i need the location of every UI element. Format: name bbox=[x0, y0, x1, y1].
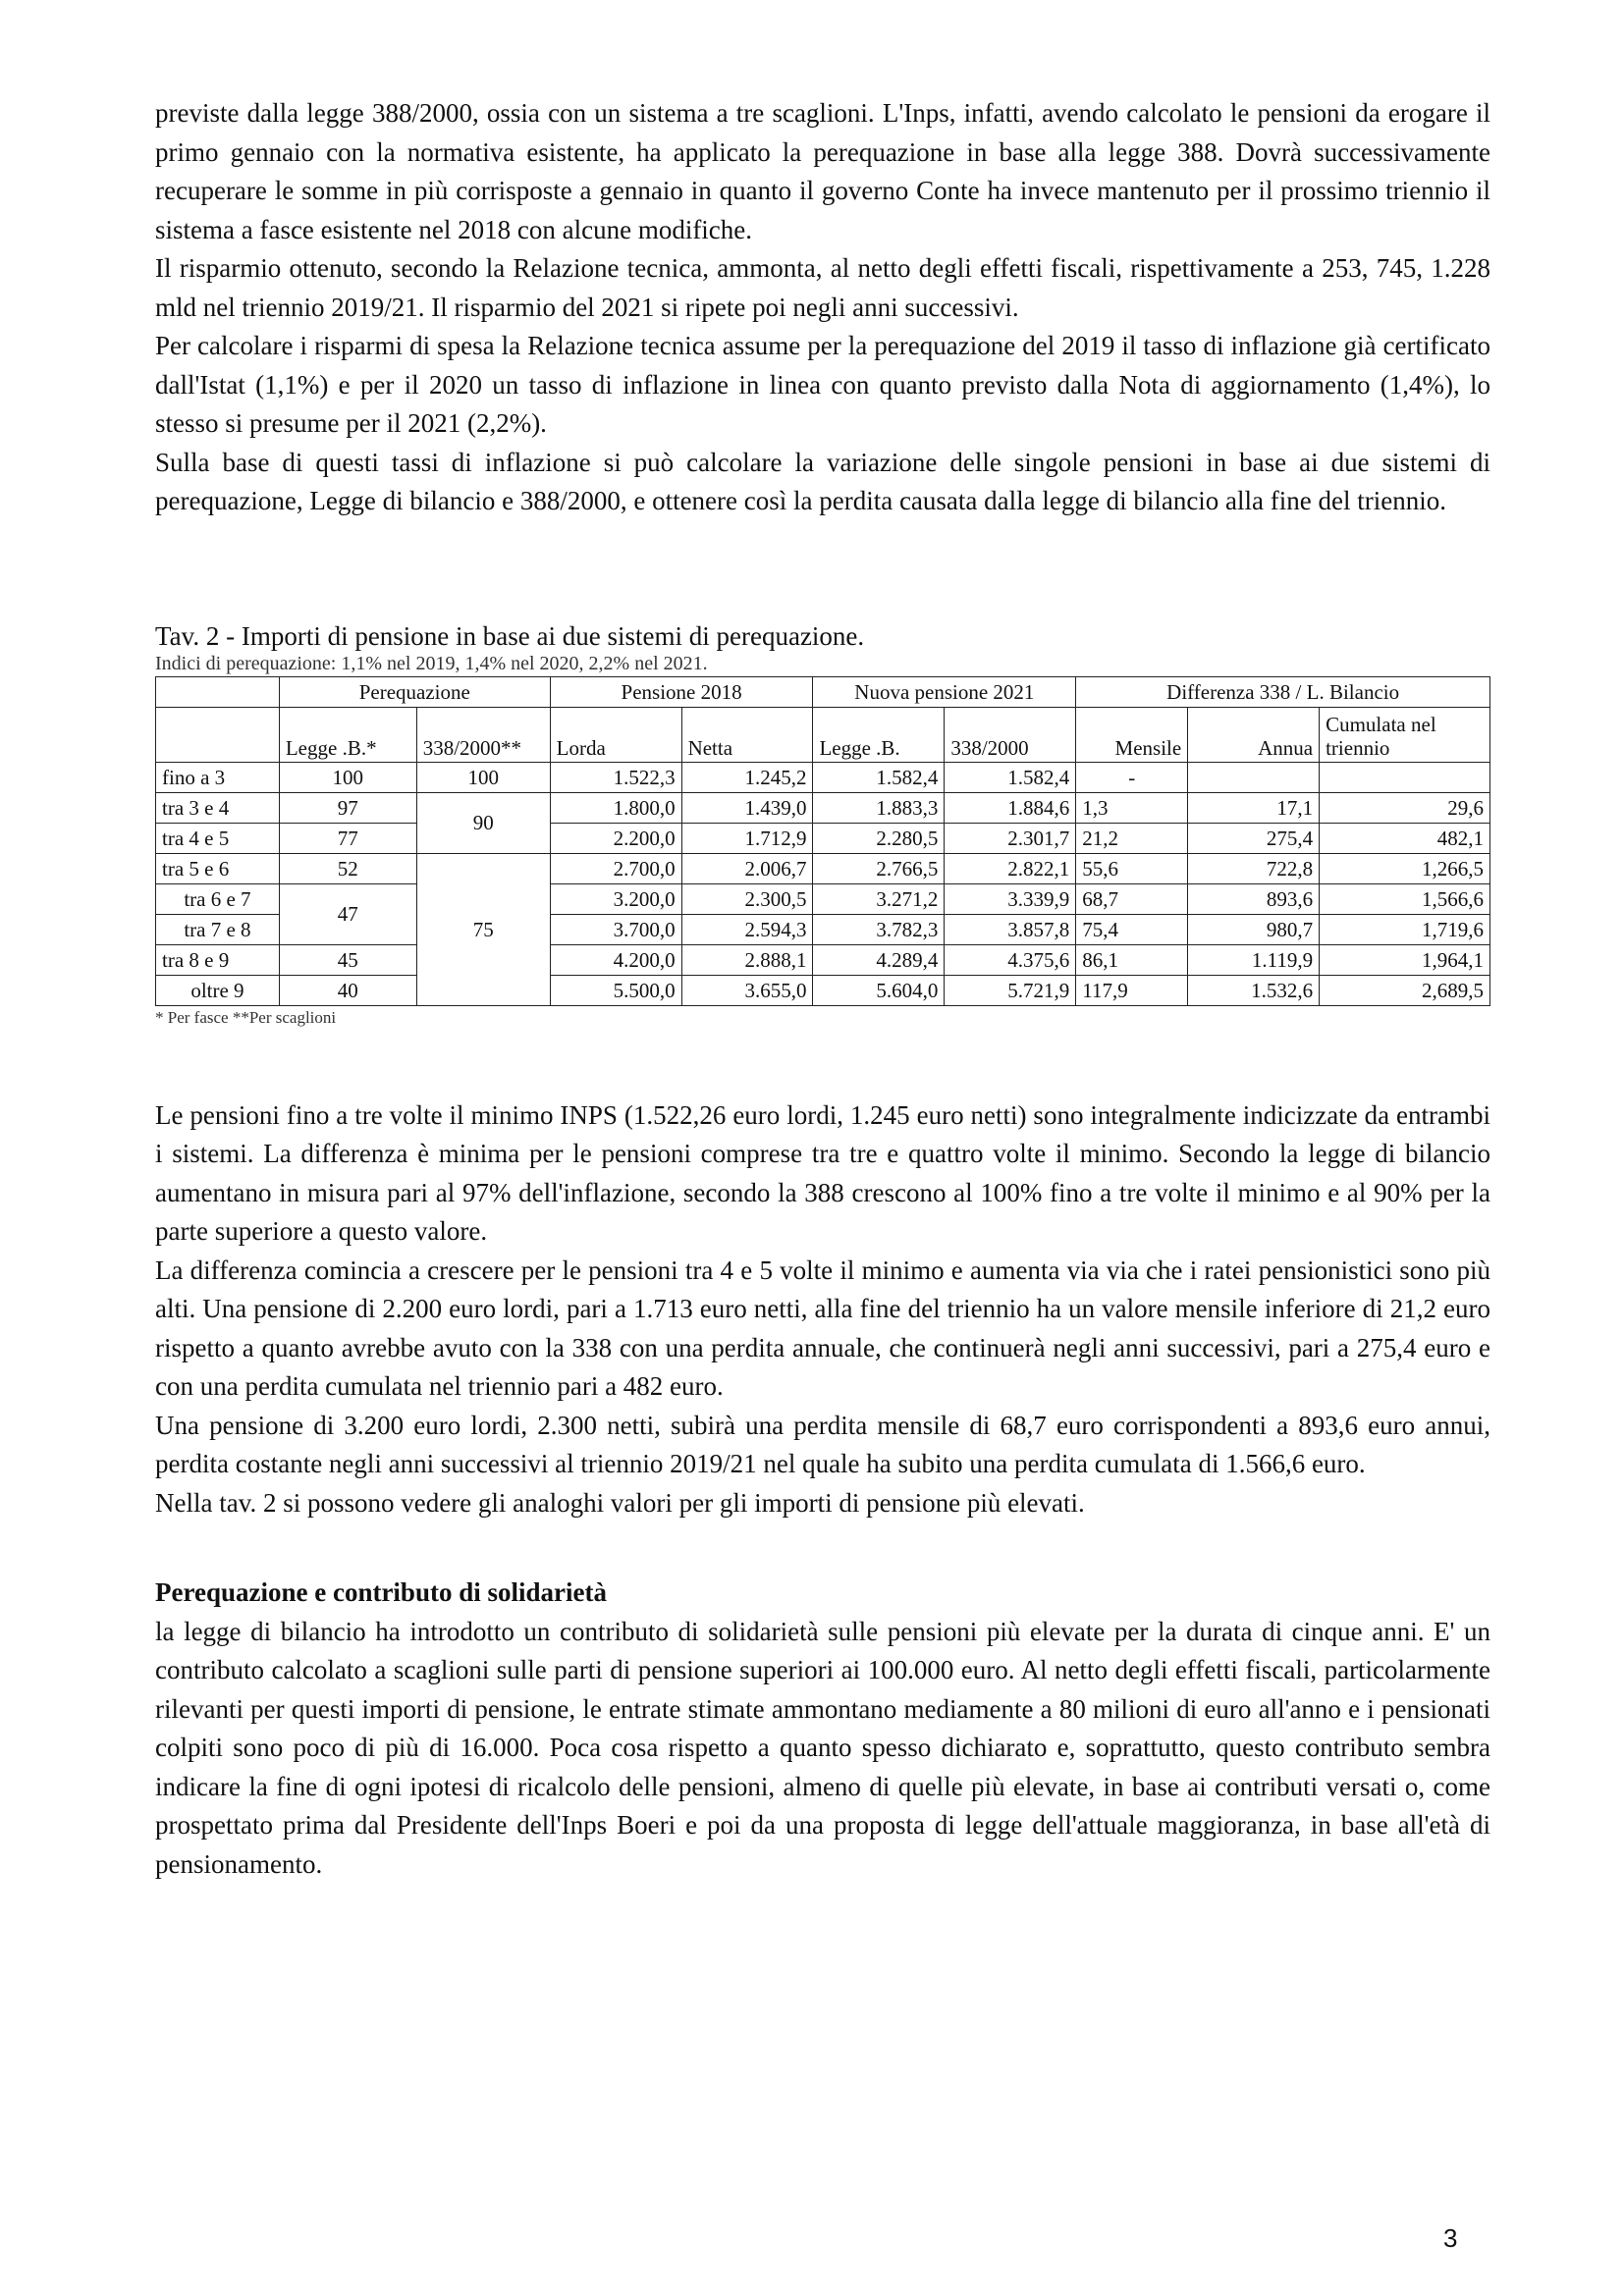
cell-cumulata: 1,964,1 bbox=[1320, 944, 1490, 975]
cell-nuova-lb: 4.289,4 bbox=[813, 944, 945, 975]
table-header-cell: Perequazione bbox=[279, 676, 550, 707]
cell-lorda: 3.200,0 bbox=[550, 883, 681, 914]
table-title: Tav. 2 - Importi di pensione in base ai due sistemi di perequazione. bbox=[155, 620, 865, 651]
table-header-cell: Legge .B. bbox=[813, 707, 945, 762]
paragraph: Il risparmio ottenuto, secondo la Relazione tecnica, ammonta, al netto degli effetti fiscali, rispettivamente a 253, 745, 1.228 mld nel triennio 2019/21. Il risparmio del 2021 si ripete poi negli anni successivi. bbox=[155, 253, 1490, 322]
cell-netta: 1.245,2 bbox=[681, 762, 813, 792]
cell-legge-b: 97 bbox=[279, 792, 416, 823]
paragraph: Sulla base di questi tassi di inflazione si può calcolare la variazione delle singole pensioni in base ai due sistemi di perequazione, Legge di bilancio e 388/2000, e ottenere così la perdita causata dalla legge di bilancio alla fine del triennio. bbox=[155, 447, 1490, 515]
table-header-cell: Mensile bbox=[1076, 707, 1188, 762]
cell-legge-b: 100 bbox=[279, 762, 416, 792]
row-label: tra 7 e 8 bbox=[156, 914, 280, 944]
row-label: tra 3 e 4 bbox=[156, 792, 280, 823]
table-header-row bbox=[156, 676, 1490, 707]
table-header-cell: Lorda bbox=[550, 707, 681, 762]
cell-netta: 1.712,9 bbox=[681, 823, 813, 853]
cell-338: 75 bbox=[416, 853, 550, 1005]
row-label: tra 5 e 6 bbox=[156, 853, 280, 883]
cell-cumulata: 482,1 bbox=[1320, 823, 1490, 853]
cell-nuova-338: 4.375,6 bbox=[945, 944, 1076, 975]
cell-annua: 1.119,9 bbox=[1188, 944, 1320, 975]
cell-netta: 3.655,0 bbox=[681, 975, 813, 1005]
row-label: tra 6 e 7 bbox=[156, 883, 280, 914]
cell-netta: 1.439,0 bbox=[681, 792, 813, 823]
cell-mensile: 1,3 bbox=[1076, 792, 1188, 823]
paragraph: Nella tav. 2 si possono vedere gli analoghi valori per gli importi di pensione più elevati. bbox=[155, 1487, 1085, 1518]
cell-annua: 980,7 bbox=[1188, 914, 1320, 944]
cell-mensile: 86,1 bbox=[1076, 944, 1188, 975]
row-label: fino a 3 bbox=[156, 762, 280, 792]
table-row bbox=[156, 823, 1490, 853]
row-label: tra 4 e 5 bbox=[156, 823, 280, 853]
cell-mensile: 68,7 bbox=[1076, 883, 1188, 914]
table-header-cell: Cumulata nel triennio bbox=[1320, 707, 1490, 762]
cell-annua: 1.532,6 bbox=[1188, 975, 1320, 1005]
cell-cumulata: 1,566,6 bbox=[1320, 883, 1490, 914]
paragraph: Le pensioni fino a tre volte il minimo INPS (1.522,26 euro lordi, 1.245 euro netti) sono integralmente indicizzate da entrambi i sistemi. La differenza è minima per le pensioni comprese tra tre e quattro volte il minimo. Secondo la legge di bilancio aumentano in misura pari al 97% dell'inflazione, secondo la 388 crescono al 100% fino a tre volte il minimo e al 90% per la parte superiore a questo valore. bbox=[155, 1099, 1490, 1246]
cell-nuova-lb: 2.280,5 bbox=[813, 823, 945, 853]
table-row bbox=[156, 853, 1490, 883]
cell-annua bbox=[1188, 762, 1320, 792]
paragraph: Per calcolare i risparmi di spesa la Relazione tecnica assume per la perequazione del 2019 il tasso di inflazione già certificato dall'Istat (1,1%) e per il 2020 un tasso di inflazione in linea con quanto previsto dalla Nota di aggiornamento (1,4%), lo stesso si presume per il 2021 (2,2%). bbox=[155, 331, 1490, 438]
cell-mensile: - bbox=[1076, 762, 1188, 792]
cell-338: 100 bbox=[416, 762, 550, 792]
table-header-cell: Legge .B.* bbox=[279, 707, 416, 762]
paragraph: Una pensione di 3.200 euro lordi, 2.300 netti, subirà una perdita mensile di 68,7 euro corrispondenti a 893,6 euro annui, perdita costante negli anni successivi al triennio 2019/21 nel quale ha subito una perdita cumulata di 1.566,6 euro. bbox=[155, 1410, 1490, 1478]
table-header-cell: Differenza 338 / L. Bilancio bbox=[1076, 676, 1490, 707]
cell-mensile: 117,9 bbox=[1076, 975, 1188, 1005]
cell-legge-b: 45 bbox=[279, 944, 416, 975]
table-header-row bbox=[156, 707, 1490, 762]
table-row bbox=[156, 762, 1490, 792]
cell-legge-b: 77 bbox=[279, 823, 416, 853]
paragraph: la legge di bilancio ha introdotto un contributo di solidarietà sulle pensioni più elevate per la durata di cinque anni. E' un contributo calcolato a scaglioni sulle parti di pensione superiori ai 100.000 euro. Al netto degli effetti fiscali, particolarmente rilevanti per questi importi di pensione, le entrate stimate ammontano mediamente a 80 milioni di euro all'anno e i pensionati colpiti sono poco di più di 16.000. Poca cosa rispetto a quanto spesso dichiarato e, soprattutto, questo contributo sembra indicare la fine di ogni ipotesi di ricalcolo delle pensioni, almeno di quelle più elevate, in base ai contributi versati o, come prospettato prima dal Presidente dell'Inps Boeri e poi da una proposta di legge dell'attuale maggioranza, in base all'età di pensionamento. bbox=[155, 1616, 1490, 1879]
cell-nuova-338: 2.822,1 bbox=[945, 853, 1076, 883]
table-header-cell bbox=[156, 707, 280, 762]
cell-nuova-338: 1.884,6 bbox=[945, 792, 1076, 823]
paragraph: previste dalla legge 388/2000, ossia con un sistema a tre scaglioni. L'Inps, infatti, avendo calcolato le pensioni da erogare il primo gennaio con la normativa esistente, ha applicato la perequazione in base alla legge 388. Dovrà successivamente recuperare le somme in più corrisposte a gennaio in quanto il governo Conte ha invece mantenuto per il prossimo triennio il sistema a fasce esistente nel 2018 con alcune modifiche. bbox=[155, 98, 1490, 244]
cell-legge-b: 52 bbox=[279, 853, 416, 883]
page-number: 3 bbox=[1443, 2223, 1458, 2253]
page-body bbox=[155, 94, 1490, 1884]
cell-lorda: 2.200,0 bbox=[550, 823, 681, 853]
cell-nuova-338: 5.721,9 bbox=[945, 975, 1076, 1005]
cell-legge-b: 40 bbox=[279, 975, 416, 1005]
cell-lorda: 4.200,0 bbox=[550, 944, 681, 975]
cell-cumulata bbox=[1320, 762, 1490, 792]
cell-mensile: 55,6 bbox=[1076, 853, 1188, 883]
table-row bbox=[156, 944, 1490, 975]
cell-cumulata: 29,6 bbox=[1320, 792, 1490, 823]
cell-lorda: 1.522,3 bbox=[550, 762, 681, 792]
table-row bbox=[156, 975, 1490, 1005]
cell-nuova-338: 2.301,7 bbox=[945, 823, 1076, 853]
cell-annua: 275,4 bbox=[1188, 823, 1320, 853]
table-header-cell: Pensione 2018 bbox=[550, 676, 813, 707]
cell-nuova-338: 1.582,4 bbox=[945, 762, 1076, 792]
cell-netta: 2.888,1 bbox=[681, 944, 813, 975]
row-label: tra 8 e 9 bbox=[156, 944, 280, 975]
section-heading: Perequazione e contributo di solidarietà bbox=[155, 1577, 607, 1607]
table-header-cell: Netta bbox=[681, 707, 813, 762]
table-header-cell bbox=[156, 676, 280, 707]
cell-nuova-lb: 1.883,3 bbox=[813, 792, 945, 823]
table-header-cell: Nuova pensione 2021 bbox=[813, 676, 1076, 707]
cell-mensile: 75,4 bbox=[1076, 914, 1188, 944]
table-header-cell: Annua bbox=[1188, 707, 1320, 762]
cell-nuova-338: 3.339,9 bbox=[945, 883, 1076, 914]
cell-nuova-338: 3.857,8 bbox=[945, 914, 1076, 944]
cell-338: 90 bbox=[416, 792, 550, 853]
cell-cumulata: 1,266,5 bbox=[1320, 853, 1490, 883]
cell-annua: 17,1 bbox=[1188, 792, 1320, 823]
table-header-cell: 338/2000** bbox=[416, 707, 550, 762]
cell-lorda: 2.700,0 bbox=[550, 853, 681, 883]
row-label: oltre 9 bbox=[156, 975, 280, 1005]
paragraph: La differenza comincia a crescere per le pensioni tra 4 e 5 volte il minimo e aumenta via via che i ratei pensionistici sono più alti. Una pensione di 2.200 euro lordi, pari a 1.713 euro netti, alla fine del triennio ha un valore mensile inferiore di 21,2 euro rispetto a quanto avrebbe avuto con la 338 con una perdita annuale, che continuerà negli anni successivi, pari a 275,4 euro e con una perdita cumulata nel triennio pari a 482 euro. bbox=[155, 1255, 1490, 1401]
cell-netta: 2.006,7 bbox=[681, 853, 813, 883]
cell-annua: 722,8 bbox=[1188, 853, 1320, 883]
cell-nuova-lb: 1.582,4 bbox=[813, 762, 945, 792]
table-row bbox=[156, 792, 1490, 823]
cell-nuova-lb: 3.782,3 bbox=[813, 914, 945, 944]
cell-lorda: 3.700,0 bbox=[550, 914, 681, 944]
cell-lorda: 5.500,0 bbox=[550, 975, 681, 1005]
table-row bbox=[156, 883, 1490, 914]
cell-legge-b: 47 bbox=[279, 883, 416, 944]
pension-table bbox=[155, 676, 1490, 1006]
cell-annua: 893,6 bbox=[1188, 883, 1320, 914]
cell-lorda: 1.800,0 bbox=[550, 792, 681, 823]
cell-netta: 2.594,3 bbox=[681, 914, 813, 944]
cell-mensile: 21,2 bbox=[1076, 823, 1188, 853]
cell-nuova-lb: 5.604,0 bbox=[813, 975, 945, 1005]
table-header-cell: 338/2000 bbox=[945, 707, 1076, 762]
cell-cumulata: 1,719,6 bbox=[1320, 914, 1490, 944]
cell-nuova-lb: 3.271,2 bbox=[813, 883, 945, 914]
cell-netta: 2.300,5 bbox=[681, 883, 813, 914]
cell-nuova-lb: 2.766,5 bbox=[813, 853, 945, 883]
table-footnote: * Per fasce **Per scaglioni bbox=[155, 1007, 337, 1027]
table-subtitle: Indici di perequazione: 1,1% nel 2019, 1,4% nel 2020, 2,2% nel 2021. bbox=[155, 652, 708, 674]
cell-cumulata: 2,689,5 bbox=[1320, 975, 1490, 1005]
